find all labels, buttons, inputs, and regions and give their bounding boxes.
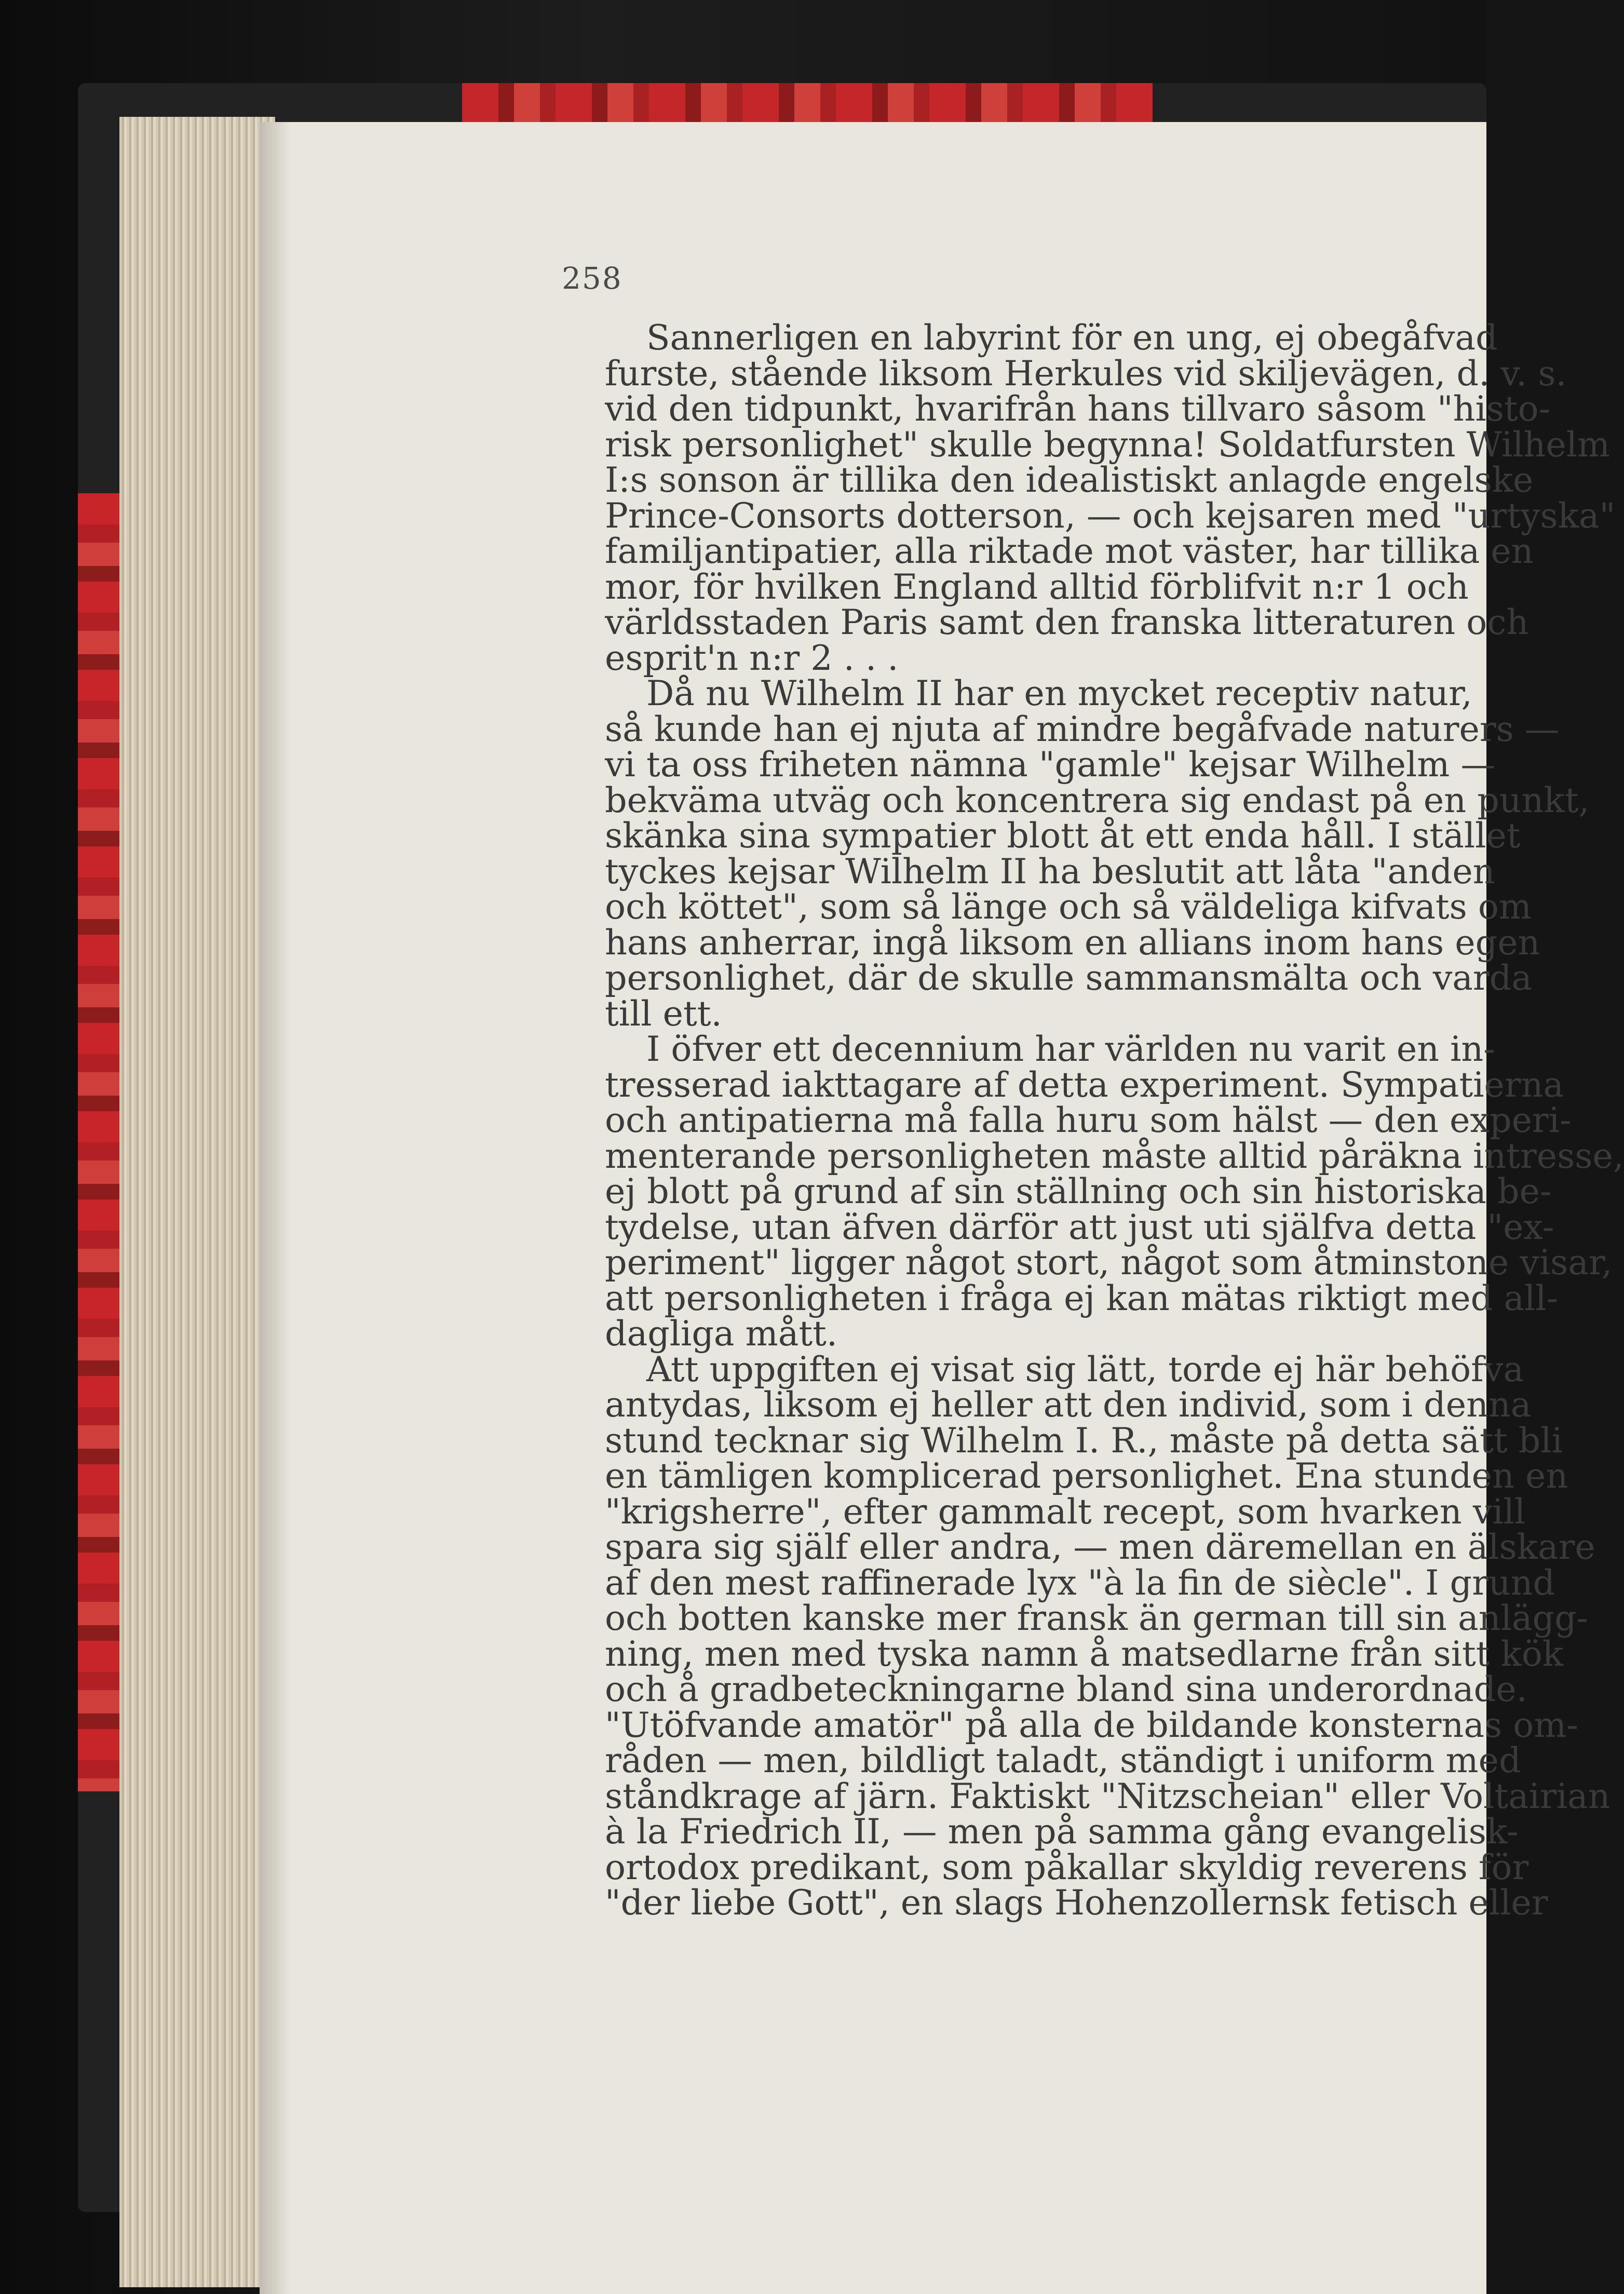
body-text: [605, 317, 1624, 1923]
text-line: I:s sonson är tillika den idealistiskt anlagde engelske: [605, 460, 1534, 500]
text-line: spara sig själf eller andra, — men däremellan en älskare: [605, 1527, 1595, 1567]
text-line: vid den tidpunkt, hvarifrån hans tillvaro såsom "histo-: [605, 388, 1551, 429]
text-line: Att uppgiften ej visat sig lätt, torde ej här behöfva: [646, 1348, 1524, 1389]
text-line: tydelse, utan äfven därför att just uti själfva detta "ex-: [605, 1206, 1554, 1247]
text-line: "der liebe Gott", en slags Hohenzollernsk fetisch eller: [605, 1882, 1548, 1923]
page-number: 258: [562, 261, 622, 296]
text-line: Sannerligen en labyrint för en ung, ej obegåfvad: [646, 317, 1498, 358]
text-line: att personligheten i fråga ej kan mätas riktigt med all-: [605, 1277, 1558, 1318]
text-line: tyckes kejsar Wilhelm II ha beslutit att låta "anden: [605, 851, 1495, 892]
text-line: ej blott på grund af sin ställning och sin historiska be-: [605, 1171, 1552, 1211]
text-line: à la Friedrich II, — men på samma gång evangelisk-: [605, 1811, 1519, 1852]
text-line: hans anherrar, ingå liksom en allians inom hans egen: [605, 922, 1540, 963]
text-line: och å gradbeteckningarne bland sina underordnade.: [605, 1669, 1527, 1709]
text-line: menterande personligheten måste alltid påräkna intresse,: [605, 1135, 1624, 1176]
text-line: skänka sina sympatier blott åt ett enda håll. I stället: [605, 815, 1521, 856]
text-line: dagliga mått.: [605, 1313, 837, 1354]
text-line: "Utöfvande amatör" på alla de bildande konsternas om-: [605, 1704, 1578, 1745]
text-line: personlighet, där de skulle sammansmälta och varda: [605, 957, 1532, 998]
text-line: en tämligen komplicerad personlighet. Ena stunden en: [605, 1455, 1568, 1496]
text-line: Då nu Wilhelm II har en mycket receptiv natur,: [646, 673, 1472, 713]
text-line: stund tecknar sig Wilhelm I. R., måste på detta sätt bli: [605, 1420, 1563, 1461]
cover-pattern-top: [462, 83, 1153, 125]
text-line: Prince-Consorts dotterson, — och kejsaren med "urtyska": [605, 495, 1616, 536]
text-line: furste, stående liksom Herkules vid skiljevägen, d. v. s.: [605, 353, 1567, 394]
text-line: familjantipatier, alla riktade mot väster, har tillika en: [605, 531, 1534, 571]
text-line: periment" ligger något stort, något som åtminstone visar,: [605, 1242, 1613, 1283]
text-line: så kunde han ej njuta af mindre begåfvade naturers —: [605, 708, 1560, 749]
page-edges: [119, 117, 275, 2287]
text-line: råden — men, bildligt taladt, ständigt i uniform med: [605, 1740, 1521, 1780]
text-line: antydas, liksom ej heller att den individ, som i denna: [605, 1384, 1532, 1425]
text-line: och antipatierna må falla huru som hälst — den experi-: [605, 1100, 1572, 1140]
text-line: ståndkrage af järn. Faktiskt "Nitzscheian" eller Voltairian: [605, 1775, 1611, 1816]
text-line: mor, för hvilken England alltid förblifvit n:r 1 och: [605, 566, 1469, 607]
text-line: af den mest raffinerade lyx "à la fin de siècle". I grund: [605, 1562, 1555, 1603]
cover-pattern-spine: [78, 493, 119, 1791]
text-line: vi ta oss friheten nämna "gamle" kejsar Wilhelm —: [605, 744, 1496, 785]
text-line: och köttet", som så länge och så väldeliga kifvats om: [605, 886, 1532, 927]
text-line: till ett.: [605, 993, 722, 1034]
text-line: tresserad iakttagare af detta experiment. Sympatierna: [605, 1064, 1564, 1105]
text-line: bekväma utväg och koncentrera sig endast på en punkt,: [605, 779, 1590, 820]
text-line: I öfver ett decennium har världen nu varit en in-: [646, 1029, 1495, 1069]
text-line: risk personlighet" skulle begynna! Soldatfursten Wilhelm: [605, 424, 1611, 465]
text-line: esprit'n n:r 2 . . .: [605, 637, 899, 678]
text-line: världsstaden Paris samt den franska litteraturen och: [605, 602, 1529, 642]
text-line: "krigsherre", efter gammalt recept, som hvarken vill: [605, 1491, 1526, 1532]
text-line: ning, men med tyska namn å matsedlarne från sitt kök: [605, 1633, 1564, 1674]
text-line: ortodox predikant, som påkallar skyldig reverens för: [605, 1846, 1529, 1887]
text-line: och botten kanske mer fransk än german till sin anlägg-: [605, 1598, 1589, 1638]
